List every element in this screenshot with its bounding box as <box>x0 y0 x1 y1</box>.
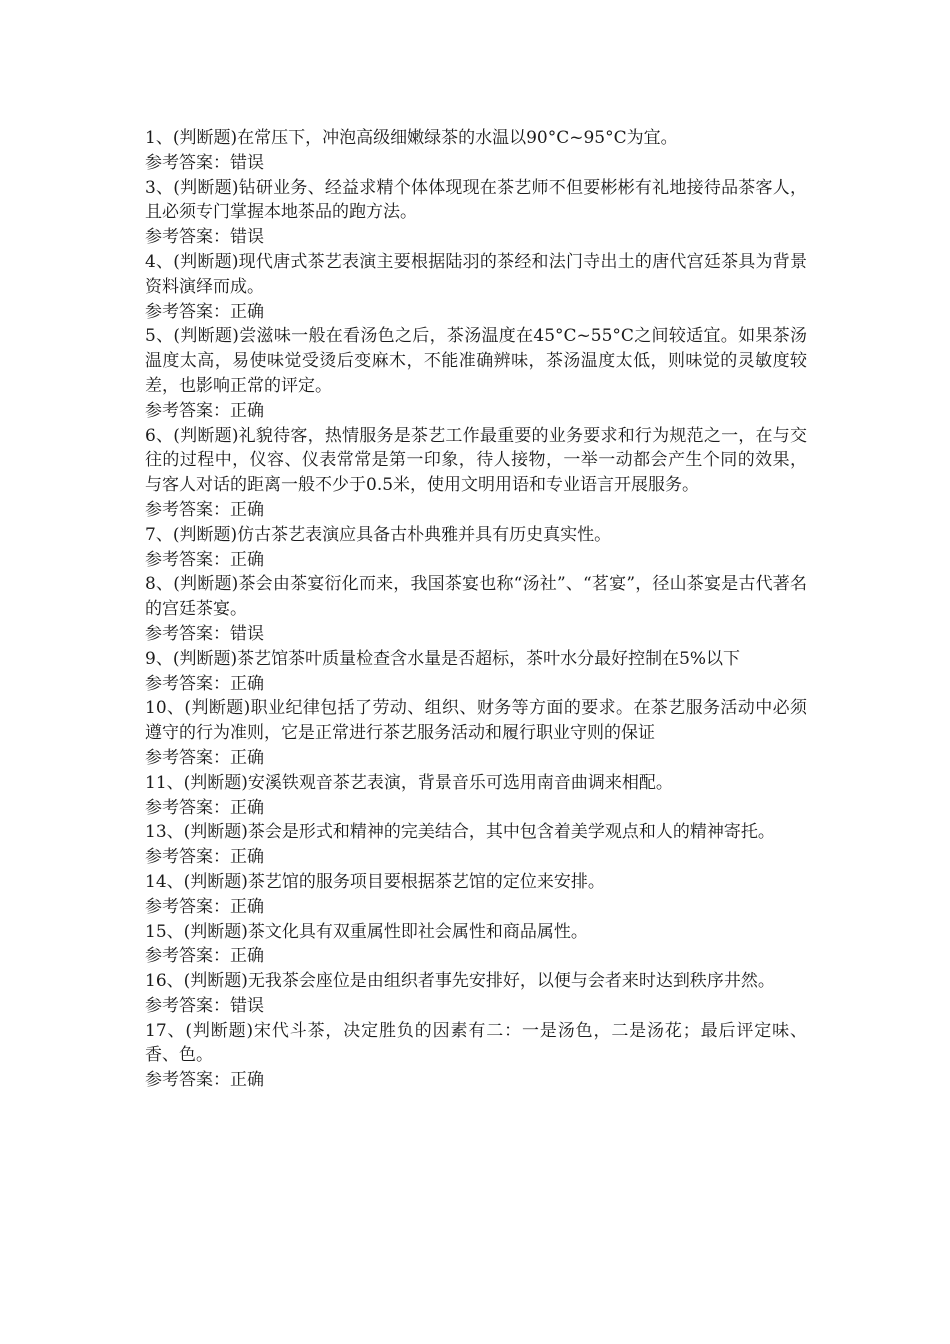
question-11: 11、(判断题)安溪铁观音茶艺表演，背景音乐可选用南音曲调来相配。 <box>145 772 673 793</box>
answer-10: 参考答案：正确 <box>145 747 264 768</box>
question-1: 1、(判断题)在常压下，冲泡高级细嫩绿茶的水温以90°C~95°C为宜。 <box>145 128 678 148</box>
answer-11: 参考答案：正确 <box>145 797 264 818</box>
answer-6: 参考答案：正确 <box>145 499 264 520</box>
question-7: 7、(判断题)仿古茶艺表演应具备古朴典雅并具有历史真实性。 <box>145 524 612 545</box>
question-16: 16、(判断题)无我茶会座位是由组织者事先安排好，以便与会者来时达到秩序井然。 <box>145 971 775 992</box>
answer-16: 参考答案：错误 <box>145 995 264 1016</box>
answer-5: 参考答案：正确 <box>145 400 264 421</box>
question-15: 15、(判断题)茶文化具有双重属性即社会属性和商品属性。 <box>145 921 588 942</box>
question-17: 17、(判断题)宋代斗茶，决定胜负的因素有二：一是汤色，二是汤花；最后评定味、香、色。 <box>145 1020 807 1066</box>
answer-8: 参考答案：错误 <box>145 623 264 644</box>
answer-7: 参考答案：正确 <box>145 549 264 570</box>
question-3: 3、(判断题)钻研业务、经益求精个体体现现在茶艺师不但要彬彬有礼地接待品茶客人，且必须专门掌握本地茶品的跑方法。 <box>145 177 807 223</box>
answer-3: 参考答案：错误 <box>145 227 264 248</box>
question-5: 5、(判断题)尝滋味一般在看汤色之后，茶汤温度在45°C~55°C之间较适宜。如果茶汤温度太高，易使味觉受烫后变麻木，不能准确辨味，茶汤温度太低，则味觉的灵敏度较差，也影响正常的评定。 <box>145 326 807 396</box>
question-8: 8、(判断题)茶会由茶宴衍化而来，我国茶宴也称“汤社”、“茗宴”，径山茶宴是古代著名的宫廷茶宴。 <box>145 574 807 620</box>
question-4: 4、(判断题)现代唐式茶艺表演主要根据陆羽的茶经和法门寺出土的唐代宫廷茶具为背景资料演绎而成。 <box>145 251 807 297</box>
answer-9: 参考答案：正确 <box>145 673 264 694</box>
answer-4: 参考答案：正确 <box>145 301 264 322</box>
answer-13: 参考答案：正确 <box>145 847 264 868</box>
question-13: 13、(判断题)茶会是形式和精神的完美结合，其中包含着美学观点和人的精神寄托。 <box>145 822 775 843</box>
answer-17: 参考答案：正确 <box>145 1070 264 1091</box>
answer-14: 参考答案：正确 <box>145 896 264 917</box>
document-body <box>145 126 807 1093</box>
question-6: 6、(判断题)礼貌待客，热情服务是茶艺工作最重要的业务要求和行为规范之一，在与交往的过程中，仪容、仪表常常是第一印象，待人接物，一举一动都会产生个同的效果，与客人对话的距离一般不少于0.5米，使用文明用语和专业语言开展服务。 <box>145 425 807 496</box>
question-9: 9、(判断题)茶艺馆茶叶质量检查含水量是否超标，茶叶水分最好控制在5%以下 <box>145 648 741 669</box>
answer-15: 参考答案：正确 <box>145 946 264 967</box>
answer-1: 参考答案：错误 <box>145 152 264 173</box>
question-14: 14、(判断题)茶艺馆的服务项目要根据茶艺馆的定位来安排。 <box>145 871 605 892</box>
question-10: 10、(判断题)职业纪律包括了劳动、组织、财务等方面的要求。在茶艺服务活动中必须遵守的行为准则，它是正常进行茶艺服务活动和履行职业守则的保证 <box>145 698 807 744</box>
